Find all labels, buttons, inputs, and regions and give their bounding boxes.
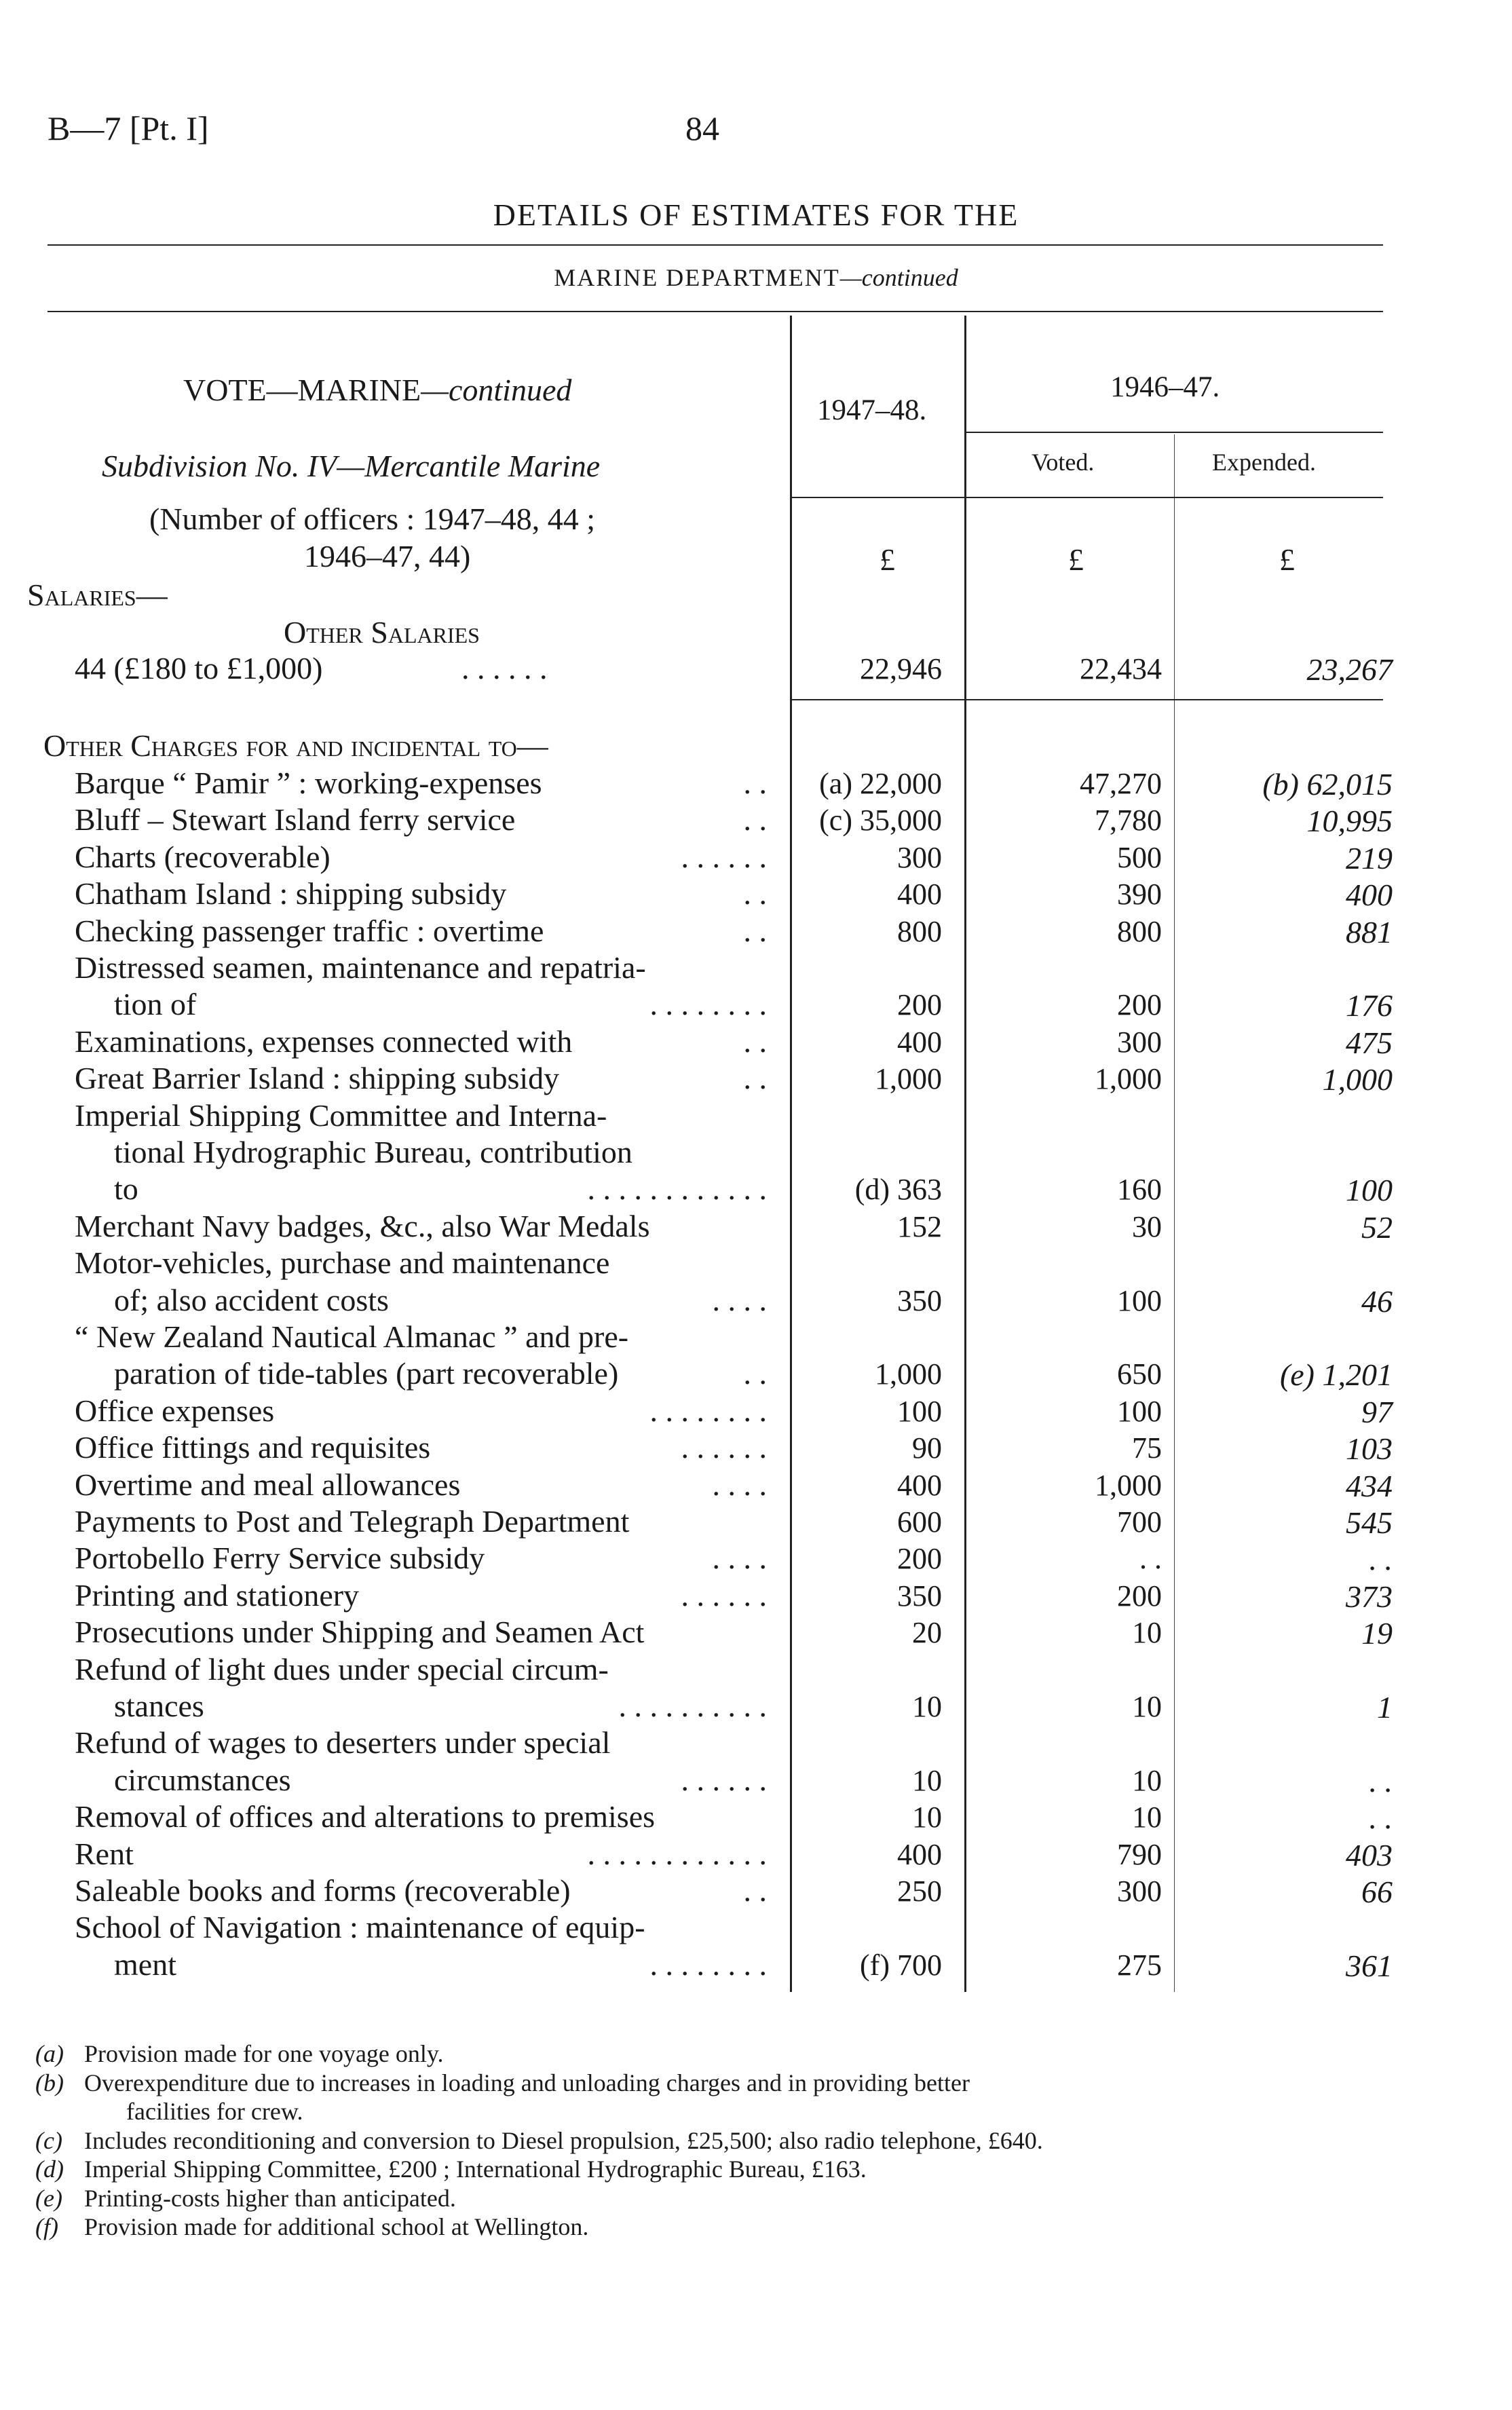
leader-dots: . . . . . . [681, 1577, 767, 1613]
charge-1947-48: 400 [897, 1837, 942, 1871]
charge-voted: 7,780 [1095, 804, 1162, 837]
charge-1947-48: (d) 363 [854, 1173, 942, 1207]
salaries-row-dots: . . . . . . [461, 651, 548, 685]
charge-expended: 52 [1361, 1209, 1393, 1245]
leader-dots: . . . . . . [681, 839, 767, 874]
charge-expended: 1,000 [1322, 1062, 1393, 1097]
charge-1947-48: 100 [897, 1394, 942, 1428]
leader-dots: . . [743, 1356, 767, 1391]
column-rule-mid [964, 316, 966, 1992]
subtitle-rule [48, 311, 1383, 312]
leader-dots: . . . . . . [681, 1430, 767, 1465]
subdivision-title: Subdivision No. IV—Mercantile Marine [102, 449, 601, 483]
charge-expended: 103 [1346, 1431, 1393, 1467]
charge-label: stances [114, 1689, 204, 1723]
charge-1947-48: 200 [897, 1542, 942, 1576]
charge-1947-48: 10 [912, 1763, 942, 1797]
charge-label: Refund of light dues under special circum- [75, 1651, 609, 1687]
vote-title [183, 372, 571, 408]
charge-1947-48: 350 [897, 1579, 942, 1613]
footnote-mark: (e) [35, 2184, 62, 2212]
leader-dots: . . . . . . . . . . . . [587, 1171, 767, 1207]
salaries-row-1947-48: 22,946 [860, 652, 942, 685]
charge-label: Printing and stationery [75, 1577, 360, 1613]
charge-label: tion of [114, 987, 197, 1022]
footnote-text: Provision made for one voyage only. [84, 2040, 444, 2067]
page-reference: B—7 [Pt. I] [48, 109, 209, 147]
salaries-heading: Salaries— [27, 578, 168, 612]
charge-1947-48: 600 [897, 1505, 942, 1539]
other-charges-heading: Other Charges for and incidental to— [43, 728, 548, 763]
charge-expended: 46 [1361, 1283, 1393, 1319]
column-heading-1947-48: 1947–48. [817, 394, 927, 426]
charge-expended: (e) 1,201 [1279, 1357, 1393, 1393]
charge-expended: 400 [1346, 878, 1393, 913]
charge-label: School of Navigation : maintenance of equip- [75, 1910, 645, 1945]
charge-expended: . . [1369, 1801, 1393, 1836]
charge-expended: 1 [1377, 1690, 1393, 1725]
charge-expended: 434 [1346, 1468, 1393, 1503]
charge-label: Motor-vehicles, purchase and maintenance [75, 1245, 610, 1281]
salaries-row-expended: 23,267 [1306, 652, 1393, 687]
charge-voted: 300 [1117, 1025, 1162, 1059]
charge-label: Distressed seamen, maintenance and repatria- [75, 950, 646, 985]
charge-label: Rent [75, 1836, 134, 1871]
charge-voted: 700 [1117, 1505, 1162, 1539]
charge-1947-48: 800 [897, 914, 942, 948]
footnote-mark: (a) [35, 2040, 64, 2067]
charge-label: Imperial Shipping Committee and Interna- [75, 1097, 607, 1133]
charge-label: Office expenses [75, 1393, 275, 1428]
charge-1947-48: 300 [897, 840, 942, 874]
page-number: 84 [685, 109, 719, 147]
charge-label: Examinations, expenses connected with [75, 1023, 573, 1059]
footnote-mark: (d) [35, 2155, 64, 2183]
charge-label: Bluff – Stewart Island ferry service [75, 802, 516, 837]
leader-dots: . . . . . . . . [649, 1946, 767, 1982]
charge-1947-48: 350 [897, 1283, 942, 1317]
charge-expended: 219 [1346, 840, 1393, 875]
charge-expended: 403 [1346, 1837, 1393, 1872]
leader-dots: . . [743, 913, 767, 948]
column-heading-1946-47: 1946–47. [1110, 371, 1220, 403]
charge-voted: 10 [1132, 1616, 1162, 1650]
charge-voted: 30 [1132, 1209, 1162, 1243]
charge-expended: 373 [1346, 1579, 1393, 1614]
charge-expended: 66 [1361, 1875, 1393, 1909]
footnote-mark: (b) [35, 2069, 64, 2096]
subtitle-continued: —continued [839, 264, 958, 291]
footnote-text: Printing-costs higher than anticipated. [84, 2184, 456, 2212]
currency-symbol-voted: £ [1068, 542, 1084, 577]
leader-dots: . . [743, 876, 767, 911]
charge-expended: 475 [1346, 1025, 1393, 1060]
leader-dots: . . . . [712, 1282, 767, 1317]
charge-expended: 545 [1346, 1505, 1393, 1540]
charge-voted: 300 [1117, 1875, 1162, 1908]
charge-label: Chatham Island : shipping subsidy [75, 876, 507, 911]
charge-1947-48: 10 [912, 1801, 942, 1834]
title-rule [48, 244, 1383, 246]
charge-label: Great Barrier Island : shipping subsidy [75, 1061, 560, 1096]
charge-label: “ New Zealand Nautical Almanac ” and pre- [75, 1319, 629, 1354]
charge-voted: 650 [1117, 1357, 1162, 1391]
column-heading-voted: Voted. [1032, 449, 1095, 476]
charge-1947-48: 1,000 [875, 1062, 942, 1096]
charge-label: of; also accident costs [114, 1282, 389, 1317]
charge-label: Payments to Post and Telegraph Department [75, 1504, 630, 1539]
footnote-text: facilities for crew. [126, 2098, 303, 2125]
charge-voted: 800 [1117, 914, 1162, 948]
charge-expended: 97 [1361, 1394, 1393, 1429]
charge-voted: 47,270 [1080, 767, 1162, 800]
page-title: DETAILS OF ESTIMATES FOR THE [493, 197, 1019, 232]
charge-voted: 100 [1117, 1283, 1162, 1317]
charge-label: Saleable books and forms (recoverable) [75, 1873, 571, 1908]
charge-expended: 361 [1346, 1948, 1393, 1983]
charge-1947-48: 400 [897, 878, 942, 911]
charge-voted: 75 [1132, 1431, 1162, 1465]
charge-expended: 100 [1346, 1173, 1393, 1208]
charge-label: Refund of wages to deserters under special [75, 1725, 611, 1761]
charge-voted: 500 [1117, 840, 1162, 874]
charge-voted: 10 [1132, 1763, 1162, 1797]
charge-expended: 19 [1361, 1616, 1393, 1651]
leader-dots: . . . . . . . . [649, 987, 767, 1022]
footnote-mark: (f) [35, 2213, 58, 2240]
charge-label: Removal of offices and alterations to premises [75, 1799, 656, 1834]
charge-label: Barque “ Pamir ” : working-expenses [75, 766, 542, 800]
charge-expended: 881 [1346, 914, 1393, 949]
charge-voted: 10 [1132, 1801, 1162, 1834]
charge-label: Prosecutions under Shipping and Seamen Act [75, 1615, 645, 1650]
charge-1947-48: 90 [912, 1431, 942, 1465]
charge-label: Portobello Ferry Service subsidy [75, 1541, 485, 1576]
leader-dots: . . [743, 802, 767, 837]
charge-1947-48: (f) 700 [860, 1948, 942, 1982]
charge-1947-48: 152 [897, 1209, 942, 1243]
charge-label: Charts (recoverable) [75, 839, 330, 874]
footnote-mark: (c) [35, 2126, 62, 2154]
charge-label: Overtime and meal allowances [75, 1467, 461, 1502]
charge-voted: 10 [1132, 1690, 1162, 1723]
charge-1947-48: 400 [897, 1468, 942, 1502]
charge-1947-48: 200 [897, 988, 942, 1022]
charge-1947-48: 250 [897, 1875, 942, 1908]
footnote-text: Imperial Shipping Committee, £200 ; International Hydrographic Bureau, £163. [84, 2155, 867, 2183]
charge-label: Merchant Navy badges, &c., also War Medals [75, 1208, 650, 1243]
charge-label: circumstances [114, 1762, 291, 1797]
officers-line-1: (Number of officers : 1947–48, 44 ; [149, 502, 596, 536]
leader-dots: . . . . [712, 1467, 767, 1502]
charge-voted: 790 [1117, 1837, 1162, 1871]
footnote-text: Includes reconditioning and conversion to Diesel propulsion, £25,500; also radio telephone, £640. [84, 2126, 1043, 2154]
charge-1947-48: (a) 22,000 [819, 767, 942, 800]
charge-expended: . . [1369, 1763, 1393, 1799]
leader-dots: . . . . . . [681, 1762, 767, 1797]
charge-expended: 10,995 [1306, 804, 1393, 839]
charge-label: ment [114, 1946, 176, 1982]
charge-voted: 160 [1117, 1173, 1162, 1207]
vote-title-main: VOTE—MARINE [183, 373, 421, 407]
charge-voted: 1,000 [1095, 1062, 1162, 1096]
leader-dots: . . . . . . . . . . [618, 1689, 767, 1723]
column-rule-left [790, 316, 792, 1992]
charge-1947-48: 20 [912, 1616, 942, 1650]
charge-voted: 100 [1117, 1394, 1162, 1428]
page-subtitle [0, 263, 1512, 292]
charge-voted: 200 [1117, 988, 1162, 1022]
officers-line-2: 1946–47, 44) [304, 539, 471, 573]
charge-voted: 200 [1117, 1579, 1162, 1613]
leader-dots: . . . . [712, 1541, 767, 1576]
charge-label: Office fittings and requisites [75, 1430, 431, 1465]
header-rule-columns [790, 497, 1383, 498]
column-rule-right [1174, 434, 1175, 1992]
charge-expended: 176 [1346, 988, 1393, 1023]
salaries-row-voted: 22,434 [1080, 652, 1162, 685]
charge-label: paration of tide-tables (part recoverable) [114, 1356, 619, 1391]
leader-dots: . . . . . . . . [649, 1393, 767, 1428]
charge-expended: . . [1369, 1542, 1393, 1577]
column-heading-expended: Expended. [1212, 449, 1316, 476]
header-rule-year [964, 432, 1383, 433]
header-rule-salaries [790, 699, 1383, 700]
leader-dots: . . [743, 1061, 767, 1096]
leader-dots: . . [743, 766, 767, 800]
charge-1947-48: (c) 35,000 [819, 804, 942, 837]
leader-dots: . . . . . . . . . . . . [587, 1836, 767, 1871]
currency-symbol-1947-48: £ [880, 542, 895, 577]
salaries-row-label: 44 (£180 to £1,000) [75, 651, 323, 685]
charge-1947-48: 400 [897, 1025, 942, 1059]
subtitle-main: MARINE DEPARTMENT [554, 264, 840, 291]
currency-symbol-expended: £ [1279, 542, 1295, 577]
charge-voted: 275 [1117, 1948, 1162, 1982]
charge-voted: 1,000 [1095, 1468, 1162, 1502]
other-salaries-subheading: Other Salaries [284, 615, 480, 649]
charge-1947-48: 1,000 [875, 1357, 942, 1391]
charge-label: to [114, 1171, 138, 1207]
charge-label: Checking passenger traffic : overtime [75, 913, 544, 948]
charge-voted: 390 [1117, 878, 1162, 911]
leader-dots: . . [743, 1873, 767, 1908]
vote-title-continued: —continued [421, 373, 572, 407]
footnote-text: Provision made for additional school at Wellington. [84, 2213, 589, 2240]
charge-1947-48: 10 [912, 1690, 942, 1723]
charge-expended: (b) 62,015 [1262, 767, 1393, 802]
charge-voted: . . [1139, 1542, 1162, 1576]
charge-label: tional Hydrographic Bureau, contribution [114, 1135, 632, 1169]
leader-dots: . . [743, 1023, 767, 1059]
footnote-text: Overexpenditure due to increases in loading and unloading charges and in providing better [84, 2069, 970, 2096]
